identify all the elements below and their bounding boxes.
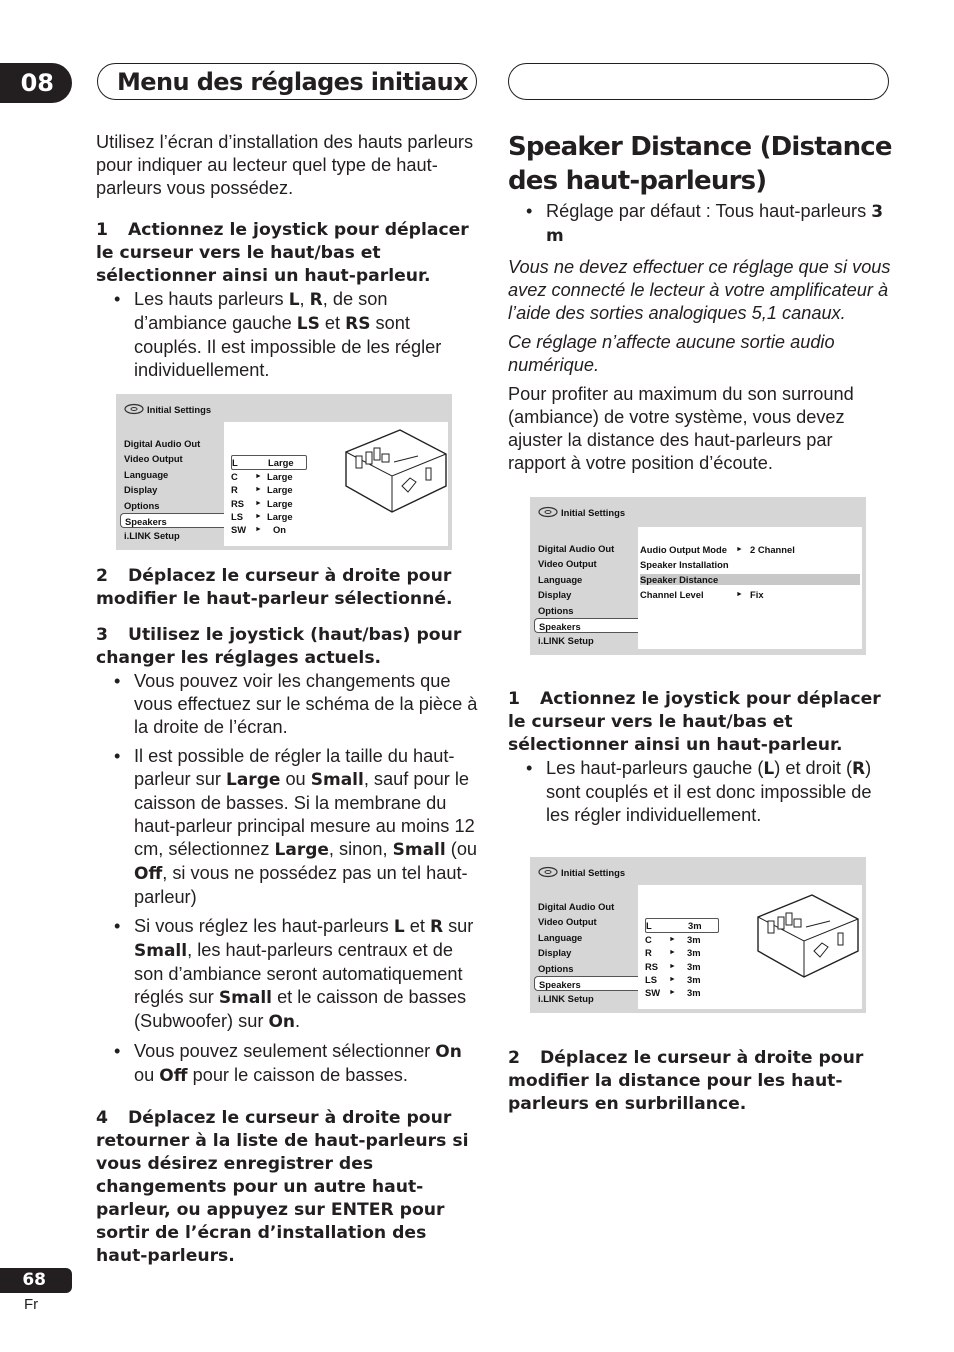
speaker-row[interactable]: LS ► 3m bbox=[645, 973, 701, 985]
speaker-row[interactable]: C ► Large bbox=[231, 471, 293, 483]
speaker-row[interactable]: SW ► 3m bbox=[645, 986, 701, 998]
screen-speaker-installation bbox=[530, 497, 866, 655]
menu-item[interactable]: Digital Audio Out bbox=[124, 438, 201, 449]
menu-item[interactable]: Digital Audio Out bbox=[538, 901, 615, 912]
language-code: Fr bbox=[24, 1296, 39, 1313]
speaker-size-list bbox=[231, 455, 307, 536]
left-column bbox=[96, 131, 480, 382]
screen-speaker-distance bbox=[530, 857, 866, 1013]
page-number: 68 bbox=[0, 1268, 72, 1293]
screen-header bbox=[124, 402, 211, 416]
speaker-row[interactable]: RS ► 3m bbox=[645, 960, 701, 972]
option-row[interactable]: Channel Level ► Fix bbox=[640, 589, 764, 601]
menu-item[interactable]: i.LINK Setup bbox=[538, 993, 594, 1005]
chapter-number-badge: 08 bbox=[0, 63, 72, 103]
screen-header bbox=[538, 505, 625, 519]
bullet-diagram: • Vous pouvez voir les changements que vous effectuez sur le schéma de la pièce à la droite de l’écran. bbox=[96, 670, 480, 739]
intro-paragraph-right: Pour profiter au maximum du son surround (ambiance) de votre système, vous devez ajuster la distance des haut-parleurs par rapport à votre position d’écoute. bbox=[508, 384, 854, 473]
disc-icon bbox=[124, 403, 144, 415]
left-column-cont bbox=[96, 565, 480, 1268]
right-column bbox=[508, 130, 892, 475]
menu-item[interactable]: Options bbox=[124, 499, 160, 511]
screen-title: Initial Settings bbox=[561, 866, 626, 878]
bullet-small: • Si vous réglez les haut-parleurs L et R sur Small, les haut-parleurs centraux et de son d’ambiance seront automatiquement réglés sur Small et le caisson de basses (Subwoofer) sur On. bbox=[96, 915, 480, 1034]
option-row[interactable]: Speaker Installation bbox=[640, 559, 729, 571]
chapter-title: Menu des réglages initiaux bbox=[117, 68, 468, 96]
step-3: 3 Utilisez le joystick (haut/bas) pour changer les réglages actuels. bbox=[96, 625, 462, 668]
menu-item[interactable]: Language bbox=[538, 573, 583, 585]
step-text: Actionnez le joystick pour déplacer le curseur vers le haut/bas et sélectionner ainsi un haut-parleur. bbox=[96, 220, 469, 286]
room-diagram-icon bbox=[344, 428, 448, 514]
menu-item[interactable]: Display bbox=[538, 589, 572, 601]
step-4: 4 Déplacez le curseur à droite pour retourner à la liste de haut-parleurs si vous désirez enregistrer des changements pour un autre haut-parleur, ou appuyez sur ENTER pour sortir de l’écran d’installation des haut-parleurs. bbox=[96, 1108, 469, 1266]
screen-title: Initial Settings bbox=[561, 506, 626, 518]
speaker-row[interactable]: LS ► Large bbox=[231, 510, 293, 522]
menu-item[interactable]: Display bbox=[538, 947, 572, 959]
speaker-row[interactable]: R ► Large bbox=[231, 484, 293, 496]
screen-speakers-size bbox=[116, 394, 452, 550]
settings-menu bbox=[534, 899, 638, 1007]
menu-item[interactable]: Options bbox=[538, 604, 574, 616]
menu-item[interactable]: Video Output bbox=[538, 558, 597, 570]
menu-item[interactable]: Video Output bbox=[124, 453, 183, 465]
note-digital: Ce réglage n’affecte aucune sortie audio numérique. bbox=[508, 332, 835, 375]
step-2-right: 2 Déplacez le curseur à droite pour modifier la distance pour les haut-parleurs en surbrillance. bbox=[508, 1048, 864, 1114]
menu-item-selected[interactable]: Speakers bbox=[120, 513, 224, 528]
menu-item[interactable]: i.LINK Setup bbox=[538, 635, 594, 647]
right-column-steps bbox=[508, 688, 892, 827]
speaker-row[interactable]: R ► 3m bbox=[645, 947, 701, 959]
menu-item[interactable]: Options bbox=[538, 962, 574, 974]
speaker-row[interactable]: L 3m bbox=[645, 918, 719, 933]
right-column-step2 bbox=[508, 1047, 892, 1116]
bullet-subwoofer: • Vous pouvez seulement sélectionner On ou Off pour le caisson de basses. bbox=[96, 1040, 480, 1088]
speaker-row[interactable]: L Large bbox=[231, 455, 307, 470]
option-row[interactable]: Audio Output Mode ► 2 Channel bbox=[640, 544, 795, 555]
menu-item[interactable]: Language bbox=[538, 931, 583, 943]
settings-menu bbox=[120, 436, 224, 544]
settings-menu bbox=[534, 541, 638, 649]
speaker-setup-list bbox=[640, 542, 860, 603]
menu-item[interactable]: i.LINK Setup bbox=[124, 530, 180, 542]
right-header-frame bbox=[508, 63, 889, 100]
menu-item[interactable]: Video Output bbox=[538, 916, 597, 928]
speaker-row[interactable]: C ► 3m bbox=[645, 934, 701, 946]
step-1-right: 1 Actionnez le joystick pour déplacer le curseur vers le haut/bas et sélectionner ainsi un haut-parleur. bbox=[508, 689, 881, 755]
section-heading: Speaker Distance (Distance des haut-parleurs) bbox=[508, 132, 892, 196]
bullet-paired-speakers: • Les hauts parleurs L, R, de son d’ambiance gauche LS et RS sont couplés. Il est impossible de les régler individuellement. bbox=[96, 288, 480, 382]
bullet-default: • Réglage par défaut : Tous haut-parleurs 3 m bbox=[508, 200, 892, 248]
bullet-paired-lr: • Les haut-parleurs gauche (L) et droit (R) sont couplés et il est donc impossible de les régler individuellement. bbox=[508, 757, 892, 827]
menu-item[interactable]: Display bbox=[124, 484, 158, 496]
speaker-row[interactable]: SW ► On bbox=[231, 523, 287, 535]
room-diagram-icon bbox=[756, 893, 860, 979]
option-row-highlighted[interactable]: Speaker Distance bbox=[640, 574, 860, 585]
step-number: 1 bbox=[96, 220, 108, 240]
menu-item[interactable]: Digital Audio Out bbox=[538, 543, 615, 554]
menu-item[interactable]: Language bbox=[124, 468, 169, 480]
speaker-distance-list bbox=[645, 918, 719, 999]
menu-item-selected[interactable]: Speakers bbox=[534, 618, 638, 633]
disc-icon bbox=[538, 866, 558, 878]
speaker-row[interactable]: RS ► Large bbox=[231, 497, 293, 509]
screen-header bbox=[538, 865, 625, 879]
screen-title: Initial Settings bbox=[147, 403, 212, 415]
disc-icon bbox=[538, 506, 558, 518]
step-1 bbox=[96, 219, 480, 288]
intro-paragraph: Utilisez l’écran d’installation des hauts parleurs pour indiquer au lecteur quel type de haut-parleurs vous possédez. bbox=[96, 132, 474, 198]
step-2: 2 Déplacez le curseur à droite pour modifier le haut-parleur sélectionné. bbox=[96, 566, 453, 609]
note-analog: Vous ne devez effectuer ce réglage que si vous avez connecté le lecteur à votre amplificateur à l’aide des sorties analogiques 5,1 canaux. bbox=[508, 257, 891, 323]
menu-item-selected[interactable]: Speakers bbox=[534, 976, 638, 991]
bullet-size: • Il est possible de régler la taille du haut-parleur sur Large ou Small, sauf pour le caisson de basses. Si la membrane du haut-parleur principal mesure au moins 12 cm, sélectionnez Large, sinon, Small (ou Off, si vous ne possédez pas un tel haut-parleur) bbox=[96, 745, 480, 909]
